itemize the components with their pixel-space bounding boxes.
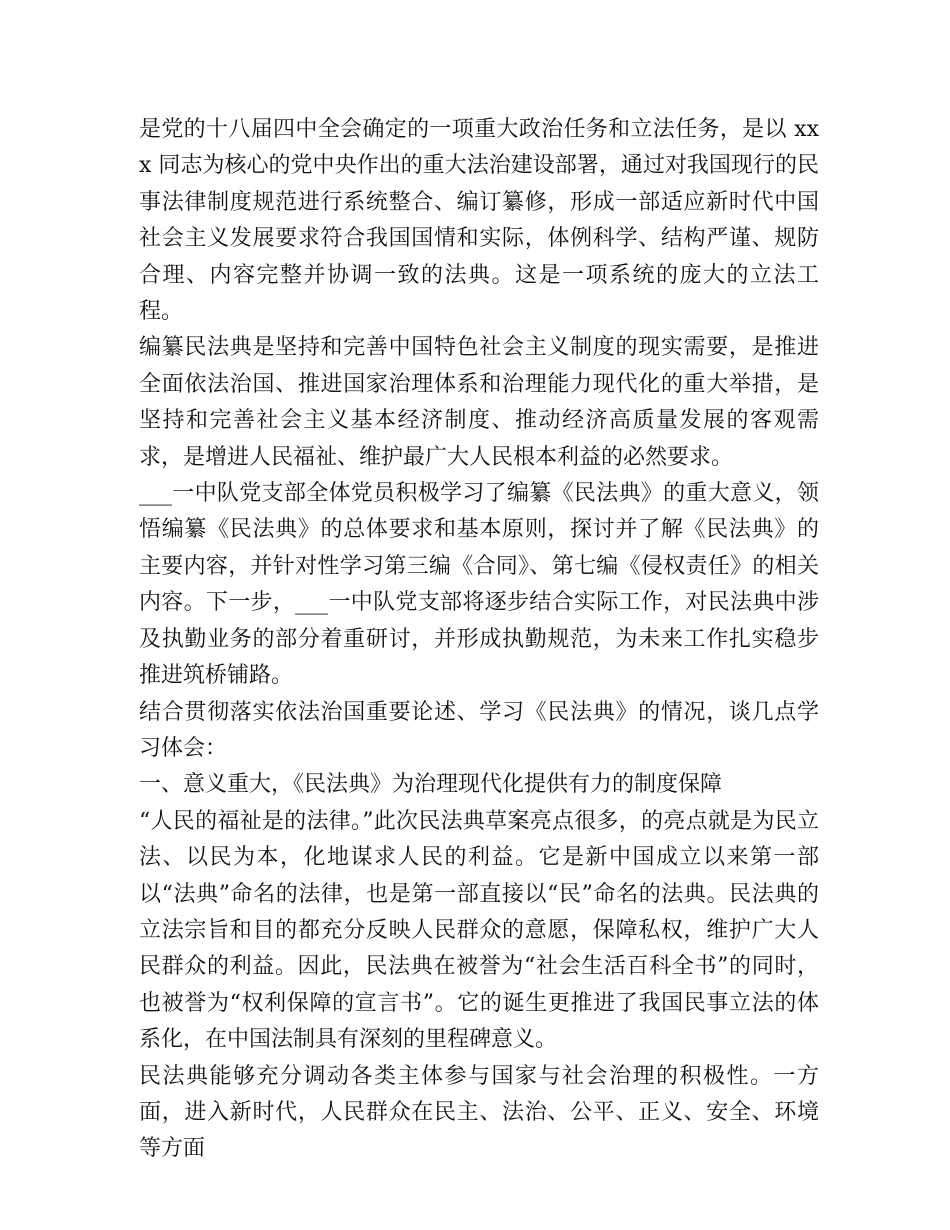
paragraph-6: 民法典能够充分调动各类主体参与国家与社会治理的积极性。一方面，进入新时代，人民群众在民主、法治、公平、正义、安全、环境等方面 [139, 1063, 819, 1162]
document-body [139, 112, 819, 1168]
paragraph-3: ___一中队党支部全体党员积极学习了编纂《民法典》的重大意义，领悟编纂《民法典》的总体要求和基本原则，探讨并了解《民法典》的主要内容，并针对性学习第三编《合同》、第七编《侵权责任》的相关内容。下一步，___一中队党支部将逐步结合实际工作，对民法典中涉及执勤业务的部分着重研讨，并形成执勤规范，为未来工作扎实稳步推进筑桥铺路。 [139, 481, 819, 689]
paragraph-1: 是党的十八届四中全会确定的一项重大政治任务和立法任务，是以 xxx 同志为核心的党中央作出的重大法治建设部署，通过对我国现行的民事法律制度规范进行系统整合、编订纂修，形成一部适应新时代中国社会主义发展要求符合我国国情和实际，体例科学、结构严谨、规防合理、内容完整并协调一致的法典。这是一项系统的庞大的立法工程。 [139, 117, 819, 325]
paragraph-5: “人民的福祉是的法律。”此次民法典草案亮点很多，的亮点就是为民立法、以民为本，化地谋求人民的利益。它是新中国成立以来第一部以“法典”命名的法律，也是第一部直接以“民”命名的法典。民法典的立法宗旨和目的都充分反映人民群众的意愿，保障私权，维护广大人民群众的利益。因此，民法典在被誉为“社会生活百科全书”的同时，也被誉为“权利保障的宣言书”。它的诞生更推进了我国民事立法的体系化，在中国法制具有深刻的里程碑意义。 [139, 808, 819, 1053]
paragraph-2: 编纂民法典是坚持和完善中国特色社会主义制度的现实需要，是推进全面依法治国、推进国家治理体系和治理能力现代化的重大举措，是坚持和完善社会主义基本经济制度、推动经济高质量发展的客观需求，是增进人民福祉、维护最广大人民根本利益的必然要求。 [139, 335, 819, 470]
paragraph-4: 结合贯彻落实依法治国重要论述、学习《民法典》的情况，谈几点学习体会： [139, 699, 819, 761]
section-heading-1: 一、意义重大，《民法典》为治理现代化提供有力的制度保障 [139, 772, 723, 798]
